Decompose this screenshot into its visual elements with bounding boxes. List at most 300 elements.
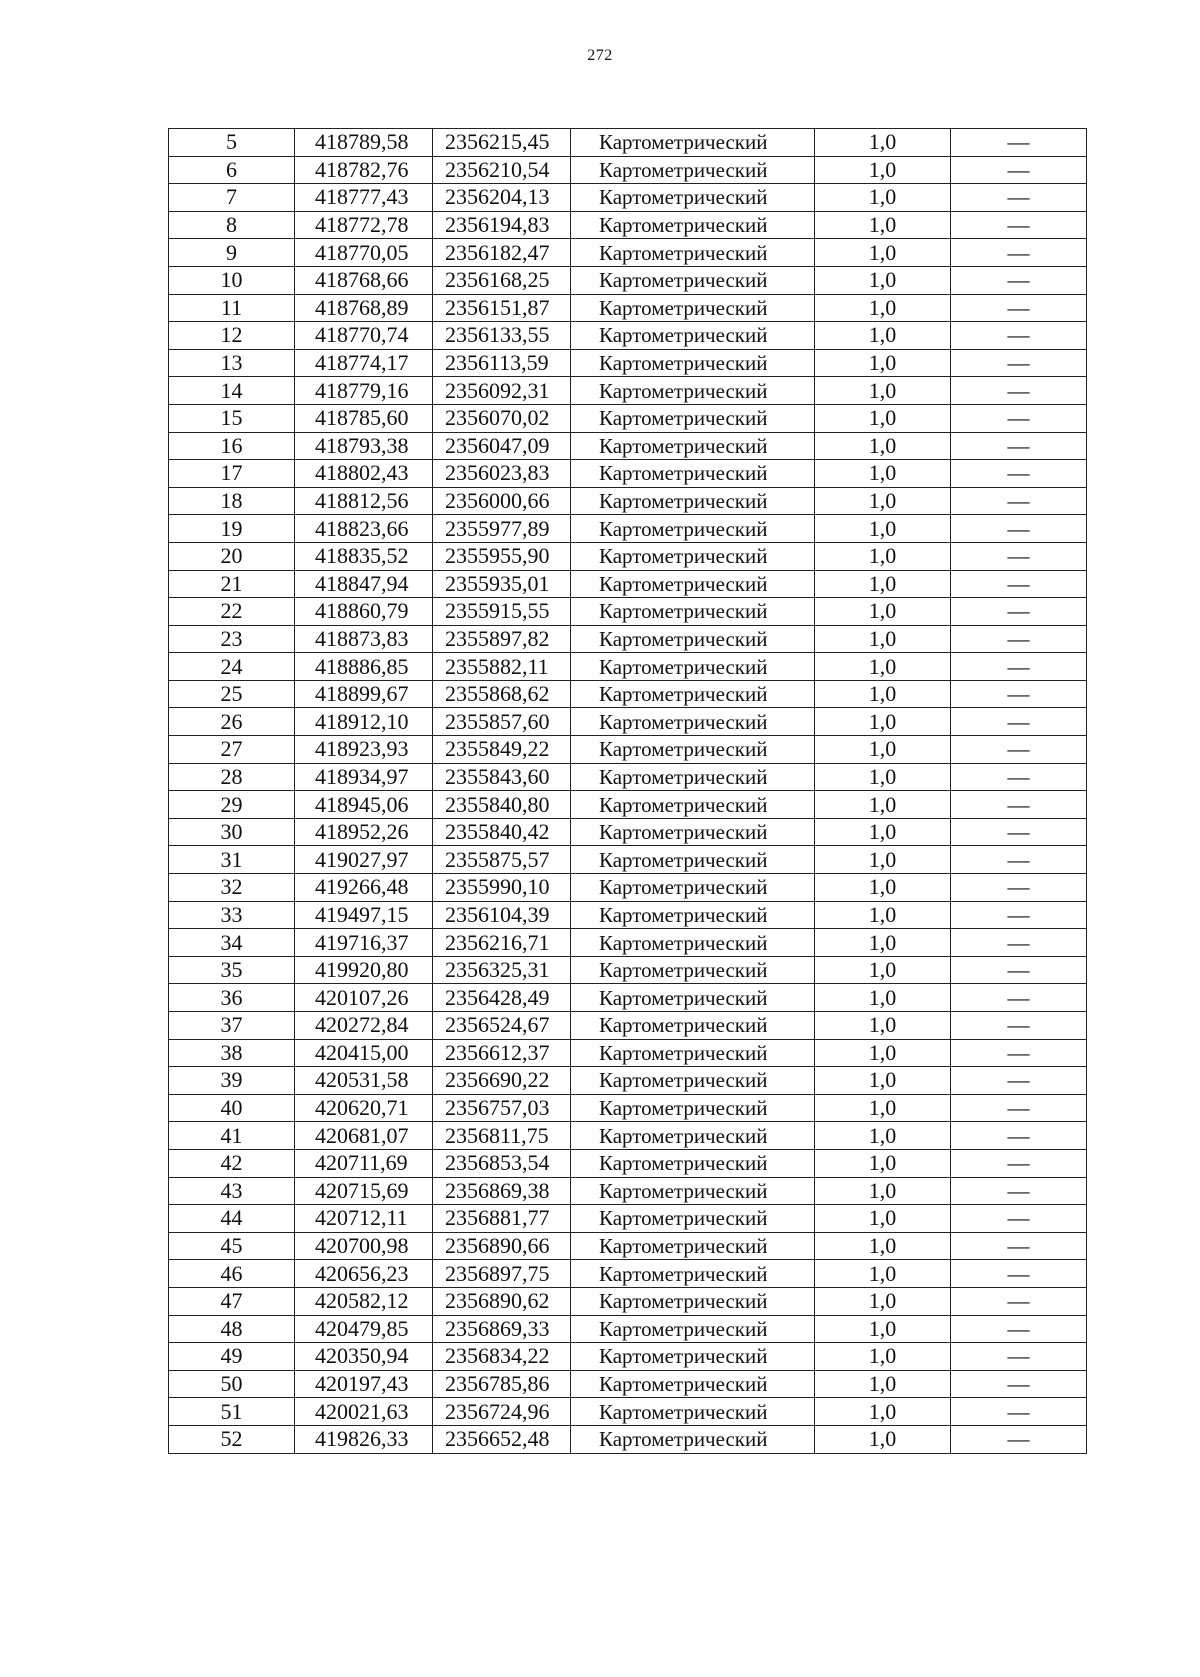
table-row bbox=[169, 680, 1087, 708]
point-number-cell: 40 bbox=[169, 1094, 295, 1122]
point-number-cell: 33 bbox=[169, 901, 295, 929]
x-coordinate-cell: 418779,16 bbox=[295, 377, 433, 405]
method-cell: Картометрический bbox=[571, 680, 815, 708]
y-coordinate-cell: 2355955,90 bbox=[433, 542, 571, 570]
accuracy-cell: 1,0 bbox=[815, 874, 951, 902]
point-number-cell: 29 bbox=[169, 791, 295, 819]
y-coordinate-cell: 2356612,37 bbox=[433, 1039, 571, 1067]
table-row bbox=[169, 1039, 1087, 1067]
method-cell: Картометрический bbox=[571, 1012, 815, 1040]
point-number-cell: 44 bbox=[169, 1205, 295, 1233]
accuracy-cell: 1,0 bbox=[815, 846, 951, 874]
point-number-cell: 30 bbox=[169, 818, 295, 846]
note-cell: — bbox=[951, 598, 1087, 626]
point-number-cell: 6 bbox=[169, 156, 295, 184]
table-row bbox=[169, 1122, 1087, 1150]
method-cell: Картометрический bbox=[571, 1370, 815, 1398]
method-cell: Картометрический bbox=[571, 570, 815, 598]
point-number-cell: 14 bbox=[169, 377, 295, 405]
note-cell: — bbox=[951, 846, 1087, 874]
point-number-cell: 42 bbox=[169, 1149, 295, 1177]
point-number-cell: 5 bbox=[169, 129, 295, 157]
table-row bbox=[169, 1425, 1087, 1453]
table-row bbox=[169, 1232, 1087, 1260]
method-cell: Картометрический bbox=[571, 1425, 815, 1453]
method-cell: Картометрический bbox=[571, 129, 815, 157]
point-number-cell: 52 bbox=[169, 1425, 295, 1453]
y-coordinate-cell: 2356869,33 bbox=[433, 1315, 571, 1343]
method-cell: Картометрический bbox=[571, 349, 815, 377]
x-coordinate-cell: 420415,00 bbox=[295, 1039, 433, 1067]
point-number-cell: 48 bbox=[169, 1315, 295, 1343]
note-cell: — bbox=[951, 625, 1087, 653]
method-cell: Картометрический bbox=[571, 432, 815, 460]
y-coordinate-cell: 2356811,75 bbox=[433, 1122, 571, 1150]
table-row bbox=[169, 625, 1087, 653]
x-coordinate-cell: 418770,05 bbox=[295, 239, 433, 267]
note-cell: — bbox=[951, 1232, 1087, 1260]
point-number-cell: 49 bbox=[169, 1343, 295, 1371]
note-cell: — bbox=[951, 984, 1087, 1012]
note-cell: — bbox=[951, 570, 1087, 598]
method-cell: Картометрический bbox=[571, 211, 815, 239]
method-cell: Картометрический bbox=[571, 266, 815, 294]
method-cell: Картометрический bbox=[571, 1039, 815, 1067]
x-coordinate-cell: 419920,80 bbox=[295, 956, 433, 984]
method-cell: Картометрический bbox=[571, 929, 815, 957]
y-coordinate-cell: 2356869,38 bbox=[433, 1177, 571, 1205]
table-row bbox=[169, 1287, 1087, 1315]
method-cell: Картометрический bbox=[571, 239, 815, 267]
y-coordinate-cell: 2356000,66 bbox=[433, 487, 571, 515]
accuracy-cell: 1,0 bbox=[815, 984, 951, 1012]
table-row bbox=[169, 956, 1087, 984]
table-row bbox=[169, 736, 1087, 764]
x-coordinate-cell: 420021,63 bbox=[295, 1398, 433, 1426]
x-coordinate-cell: 418768,89 bbox=[295, 294, 433, 322]
y-coordinate-cell: 2355840,80 bbox=[433, 791, 571, 819]
note-cell: — bbox=[951, 708, 1087, 736]
accuracy-cell: 1,0 bbox=[815, 1149, 951, 1177]
note-cell: — bbox=[951, 791, 1087, 819]
method-cell: Картометрический bbox=[571, 763, 815, 791]
y-coordinate-cell: 2355849,22 bbox=[433, 736, 571, 764]
accuracy-cell: 1,0 bbox=[815, 1012, 951, 1040]
table-row bbox=[169, 377, 1087, 405]
method-cell: Картометрический bbox=[571, 1232, 815, 1260]
y-coordinate-cell: 2355935,01 bbox=[433, 570, 571, 598]
note-cell: — bbox=[951, 874, 1087, 902]
note-cell: — bbox=[951, 1287, 1087, 1315]
note-cell: — bbox=[951, 1039, 1087, 1067]
table-row bbox=[169, 901, 1087, 929]
x-coordinate-cell: 420582,12 bbox=[295, 1287, 433, 1315]
accuracy-cell: 1,0 bbox=[815, 487, 951, 515]
x-coordinate-cell: 418952,26 bbox=[295, 818, 433, 846]
note-cell: — bbox=[951, 763, 1087, 791]
x-coordinate-cell: 419027,97 bbox=[295, 846, 433, 874]
method-cell: Картометрический bbox=[571, 874, 815, 902]
point-number-cell: 38 bbox=[169, 1039, 295, 1067]
note-cell: — bbox=[951, 653, 1087, 681]
accuracy-cell: 1,0 bbox=[815, 1122, 951, 1150]
y-coordinate-cell: 2356216,71 bbox=[433, 929, 571, 957]
x-coordinate-cell: 418772,78 bbox=[295, 211, 433, 239]
x-coordinate-cell: 419826,33 bbox=[295, 1425, 433, 1453]
point-number-cell: 8 bbox=[169, 211, 295, 239]
table-row bbox=[169, 266, 1087, 294]
point-number-cell: 51 bbox=[169, 1398, 295, 1426]
point-number-cell: 20 bbox=[169, 542, 295, 570]
point-number-cell: 10 bbox=[169, 266, 295, 294]
note-cell: — bbox=[951, 1425, 1087, 1453]
method-cell: Картометрический bbox=[571, 1067, 815, 1095]
y-coordinate-cell: 2356853,54 bbox=[433, 1149, 571, 1177]
y-coordinate-cell: 2356325,31 bbox=[433, 956, 571, 984]
note-cell: — bbox=[951, 1205, 1087, 1233]
table-row bbox=[169, 156, 1087, 184]
method-cell: Картометрический bbox=[571, 1205, 815, 1233]
accuracy-cell: 1,0 bbox=[815, 1205, 951, 1233]
method-cell: Картометрический bbox=[571, 818, 815, 846]
x-coordinate-cell: 420107,26 bbox=[295, 984, 433, 1012]
note-cell: — bbox=[951, 487, 1087, 515]
table-row bbox=[169, 570, 1087, 598]
point-number-cell: 17 bbox=[169, 460, 295, 488]
method-cell: Картометрический bbox=[571, 901, 815, 929]
note-cell: — bbox=[951, 1260, 1087, 1288]
note-cell: — bbox=[951, 294, 1087, 322]
accuracy-cell: 1,0 bbox=[815, 377, 951, 405]
accuracy-cell: 1,0 bbox=[815, 184, 951, 212]
y-coordinate-cell: 2356428,49 bbox=[433, 984, 571, 1012]
note-cell: — bbox=[951, 1149, 1087, 1177]
x-coordinate-cell: 419716,37 bbox=[295, 929, 433, 957]
y-coordinate-cell: 2355897,82 bbox=[433, 625, 571, 653]
note-cell: — bbox=[951, 1094, 1087, 1122]
table-row bbox=[169, 1343, 1087, 1371]
note-cell: — bbox=[951, 680, 1087, 708]
y-coordinate-cell: 2355868,62 bbox=[433, 680, 571, 708]
x-coordinate-cell: 418912,10 bbox=[295, 708, 433, 736]
point-number-cell: 26 bbox=[169, 708, 295, 736]
method-cell: Картометрический bbox=[571, 515, 815, 543]
x-coordinate-cell: 420197,43 bbox=[295, 1370, 433, 1398]
note-cell: — bbox=[951, 901, 1087, 929]
y-coordinate-cell: 2356524,67 bbox=[433, 1012, 571, 1040]
note-cell: — bbox=[951, 460, 1087, 488]
x-coordinate-cell: 418785,60 bbox=[295, 404, 433, 432]
table-row bbox=[169, 1205, 1087, 1233]
method-cell: Картометрический bbox=[571, 487, 815, 515]
accuracy-cell: 1,0 bbox=[815, 653, 951, 681]
accuracy-cell: 1,0 bbox=[815, 1343, 951, 1371]
y-coordinate-cell: 2355875,57 bbox=[433, 846, 571, 874]
note-cell: — bbox=[951, 349, 1087, 377]
x-coordinate-cell: 418777,43 bbox=[295, 184, 433, 212]
y-coordinate-cell: 2355857,60 bbox=[433, 708, 571, 736]
table-row bbox=[169, 515, 1087, 543]
table-row bbox=[169, 763, 1087, 791]
y-coordinate-cell: 2356168,25 bbox=[433, 266, 571, 294]
table-row bbox=[169, 708, 1087, 736]
y-coordinate-cell: 2356890,62 bbox=[433, 1287, 571, 1315]
point-number-cell: 21 bbox=[169, 570, 295, 598]
method-cell: Картометрический bbox=[571, 1094, 815, 1122]
point-number-cell: 43 bbox=[169, 1177, 295, 1205]
y-coordinate-cell: 2355840,42 bbox=[433, 818, 571, 846]
note-cell: — bbox=[951, 1343, 1087, 1371]
note-cell: — bbox=[951, 322, 1087, 350]
method-cell: Картометрический bbox=[571, 653, 815, 681]
accuracy-cell: 1,0 bbox=[815, 404, 951, 432]
y-coordinate-cell: 2356182,47 bbox=[433, 239, 571, 267]
table-row bbox=[169, 432, 1087, 460]
y-coordinate-cell: 2356113,59 bbox=[433, 349, 571, 377]
note-cell: — bbox=[951, 1177, 1087, 1205]
x-coordinate-cell: 418847,94 bbox=[295, 570, 433, 598]
x-coordinate-cell: 420700,98 bbox=[295, 1232, 433, 1260]
x-coordinate-cell: 420531,58 bbox=[295, 1067, 433, 1095]
x-coordinate-cell: 418945,06 bbox=[295, 791, 433, 819]
table-row bbox=[169, 1094, 1087, 1122]
y-coordinate-cell: 2356133,55 bbox=[433, 322, 571, 350]
x-coordinate-cell: 420656,23 bbox=[295, 1260, 433, 1288]
accuracy-cell: 1,0 bbox=[815, 1094, 951, 1122]
x-coordinate-cell: 418923,93 bbox=[295, 736, 433, 764]
point-number-cell: 34 bbox=[169, 929, 295, 957]
point-number-cell: 47 bbox=[169, 1287, 295, 1315]
x-coordinate-cell: 418886,85 bbox=[295, 653, 433, 681]
accuracy-cell: 1,0 bbox=[815, 432, 951, 460]
table-row bbox=[169, 294, 1087, 322]
y-coordinate-cell: 2356151,87 bbox=[433, 294, 571, 322]
accuracy-cell: 1,0 bbox=[815, 1232, 951, 1260]
accuracy-cell: 1,0 bbox=[815, 460, 951, 488]
table-row bbox=[169, 818, 1087, 846]
y-coordinate-cell: 2356881,77 bbox=[433, 1205, 571, 1233]
accuracy-cell: 1,0 bbox=[815, 1425, 951, 1453]
table-row bbox=[169, 598, 1087, 626]
point-number-cell: 12 bbox=[169, 322, 295, 350]
y-coordinate-cell: 2356210,54 bbox=[433, 156, 571, 184]
y-coordinate-cell: 2355990,10 bbox=[433, 874, 571, 902]
accuracy-cell: 1,0 bbox=[815, 515, 951, 543]
coordinates-table bbox=[168, 128, 1087, 1454]
accuracy-cell: 1,0 bbox=[815, 598, 951, 626]
table-row bbox=[169, 653, 1087, 681]
point-number-cell: 25 bbox=[169, 680, 295, 708]
note-cell: — bbox=[951, 156, 1087, 184]
y-coordinate-cell: 2355882,11 bbox=[433, 653, 571, 681]
note-cell: — bbox=[951, 929, 1087, 957]
table-row bbox=[169, 404, 1087, 432]
x-coordinate-cell: 418934,97 bbox=[295, 763, 433, 791]
x-coordinate-cell: 418768,66 bbox=[295, 266, 433, 294]
accuracy-cell: 1,0 bbox=[815, 763, 951, 791]
note-cell: — bbox=[951, 184, 1087, 212]
x-coordinate-cell: 418793,38 bbox=[295, 432, 433, 460]
x-coordinate-cell: 418782,76 bbox=[295, 156, 433, 184]
x-coordinate-cell: 420681,07 bbox=[295, 1122, 433, 1150]
note-cell: — bbox=[951, 1370, 1087, 1398]
accuracy-cell: 1,0 bbox=[815, 156, 951, 184]
x-coordinate-cell: 420479,85 bbox=[295, 1315, 433, 1343]
x-coordinate-cell: 418873,83 bbox=[295, 625, 433, 653]
point-number-cell: 7 bbox=[169, 184, 295, 212]
note-cell: — bbox=[951, 1067, 1087, 1095]
note-cell: — bbox=[951, 1122, 1087, 1150]
y-coordinate-cell: 2356104,39 bbox=[433, 901, 571, 929]
accuracy-cell: 1,0 bbox=[815, 129, 951, 157]
accuracy-cell: 1,0 bbox=[815, 1315, 951, 1343]
x-coordinate-cell: 418899,67 bbox=[295, 680, 433, 708]
y-coordinate-cell: 2356897,75 bbox=[433, 1260, 571, 1288]
method-cell: Картометрический bbox=[571, 846, 815, 874]
point-number-cell: 39 bbox=[169, 1067, 295, 1095]
point-number-cell: 37 bbox=[169, 1012, 295, 1040]
point-number-cell: 27 bbox=[169, 736, 295, 764]
table-row bbox=[169, 1260, 1087, 1288]
note-cell: — bbox=[951, 404, 1087, 432]
accuracy-cell: 1,0 bbox=[815, 1177, 951, 1205]
table-row bbox=[169, 239, 1087, 267]
accuracy-cell: 1,0 bbox=[815, 929, 951, 957]
accuracy-cell: 1,0 bbox=[815, 211, 951, 239]
y-coordinate-cell: 2356785,86 bbox=[433, 1370, 571, 1398]
x-coordinate-cell: 420715,69 bbox=[295, 1177, 433, 1205]
y-coordinate-cell: 2356023,83 bbox=[433, 460, 571, 488]
point-number-cell: 15 bbox=[169, 404, 295, 432]
table-row bbox=[169, 487, 1087, 515]
y-coordinate-cell: 2356834,22 bbox=[433, 1343, 571, 1371]
point-number-cell: 23 bbox=[169, 625, 295, 653]
method-cell: Картометрический bbox=[571, 1260, 815, 1288]
y-coordinate-cell: 2356070,02 bbox=[433, 404, 571, 432]
method-cell: Картометрический bbox=[571, 791, 815, 819]
point-number-cell: 22 bbox=[169, 598, 295, 626]
method-cell: Картометрический bbox=[571, 294, 815, 322]
y-coordinate-cell: 2356757,03 bbox=[433, 1094, 571, 1122]
y-coordinate-cell: 2355977,89 bbox=[433, 515, 571, 543]
y-coordinate-cell: 2356690,22 bbox=[433, 1067, 571, 1095]
y-coordinate-cell: 2356047,09 bbox=[433, 432, 571, 460]
point-number-cell: 9 bbox=[169, 239, 295, 267]
x-coordinate-cell: 418860,79 bbox=[295, 598, 433, 626]
note-cell: — bbox=[951, 1012, 1087, 1040]
x-coordinate-cell: 420620,71 bbox=[295, 1094, 433, 1122]
table-row bbox=[169, 1149, 1087, 1177]
method-cell: Картометрический bbox=[571, 625, 815, 653]
method-cell: Картометрический bbox=[571, 1122, 815, 1150]
table-row bbox=[169, 984, 1087, 1012]
x-coordinate-cell: 419266,48 bbox=[295, 874, 433, 902]
method-cell: Картометрический bbox=[571, 1177, 815, 1205]
table-row bbox=[169, 1177, 1087, 1205]
point-number-cell: 16 bbox=[169, 432, 295, 460]
x-coordinate-cell: 418812,56 bbox=[295, 487, 433, 515]
x-coordinate-cell: 418802,43 bbox=[295, 460, 433, 488]
accuracy-cell: 1,0 bbox=[815, 239, 951, 267]
table-row bbox=[169, 542, 1087, 570]
point-number-cell: 41 bbox=[169, 1122, 295, 1150]
point-number-cell: 46 bbox=[169, 1260, 295, 1288]
y-coordinate-cell: 2355843,60 bbox=[433, 763, 571, 791]
table-row bbox=[169, 460, 1087, 488]
note-cell: — bbox=[951, 515, 1087, 543]
method-cell: Картометрический bbox=[571, 708, 815, 736]
method-cell: Картометрический bbox=[571, 956, 815, 984]
method-cell: Картометрический bbox=[571, 1315, 815, 1343]
point-number-cell: 24 bbox=[169, 653, 295, 681]
point-number-cell: 36 bbox=[169, 984, 295, 1012]
method-cell: Картометрический bbox=[571, 156, 815, 184]
note-cell: — bbox=[951, 736, 1087, 764]
accuracy-cell: 1,0 bbox=[815, 1370, 951, 1398]
note-cell: — bbox=[951, 956, 1087, 984]
table-row bbox=[169, 791, 1087, 819]
method-cell: Картометрический bbox=[571, 1398, 815, 1426]
table-row bbox=[169, 1370, 1087, 1398]
point-number-cell: 18 bbox=[169, 487, 295, 515]
y-coordinate-cell: 2356092,31 bbox=[433, 377, 571, 405]
x-coordinate-cell: 418789,58 bbox=[295, 129, 433, 157]
note-cell: — bbox=[951, 239, 1087, 267]
accuracy-cell: 1,0 bbox=[815, 294, 951, 322]
table-row bbox=[169, 322, 1087, 350]
table-row bbox=[169, 874, 1087, 902]
method-cell: Картометрический bbox=[571, 984, 815, 1012]
point-number-cell: 50 bbox=[169, 1370, 295, 1398]
method-cell: Картометрический bbox=[571, 1343, 815, 1371]
note-cell: — bbox=[951, 211, 1087, 239]
point-number-cell: 19 bbox=[169, 515, 295, 543]
y-coordinate-cell: 2356652,48 bbox=[433, 1425, 571, 1453]
point-number-cell: 31 bbox=[169, 846, 295, 874]
method-cell: Картометрический bbox=[571, 1149, 815, 1177]
accuracy-cell: 1,0 bbox=[815, 791, 951, 819]
x-coordinate-cell: 418774,17 bbox=[295, 349, 433, 377]
method-cell: Картометрический bbox=[571, 322, 815, 350]
accuracy-cell: 1,0 bbox=[815, 1039, 951, 1067]
accuracy-cell: 1,0 bbox=[815, 1398, 951, 1426]
page-number: 272 bbox=[587, 47, 613, 64]
note-cell: — bbox=[951, 377, 1087, 405]
point-number-cell: 11 bbox=[169, 294, 295, 322]
note-cell: — bbox=[951, 266, 1087, 294]
accuracy-cell: 1,0 bbox=[815, 1287, 951, 1315]
method-cell: Картометрический bbox=[571, 542, 815, 570]
method-cell: Картометрический bbox=[571, 377, 815, 405]
point-number-cell: 32 bbox=[169, 874, 295, 902]
y-coordinate-cell: 2355915,55 bbox=[433, 598, 571, 626]
x-coordinate-cell: 418835,52 bbox=[295, 542, 433, 570]
y-coordinate-cell: 2356890,66 bbox=[433, 1232, 571, 1260]
accuracy-cell: 1,0 bbox=[815, 736, 951, 764]
table-row bbox=[169, 1315, 1087, 1343]
accuracy-cell: 1,0 bbox=[815, 1067, 951, 1095]
method-cell: Картометрический bbox=[571, 404, 815, 432]
accuracy-cell: 1,0 bbox=[815, 680, 951, 708]
table-row bbox=[169, 184, 1087, 212]
point-number-cell: 45 bbox=[169, 1232, 295, 1260]
note-cell: — bbox=[951, 1315, 1087, 1343]
table-row bbox=[169, 846, 1087, 874]
accuracy-cell: 1,0 bbox=[815, 542, 951, 570]
accuracy-cell: 1,0 bbox=[815, 901, 951, 929]
accuracy-cell: 1,0 bbox=[815, 956, 951, 984]
accuracy-cell: 1,0 bbox=[815, 818, 951, 846]
